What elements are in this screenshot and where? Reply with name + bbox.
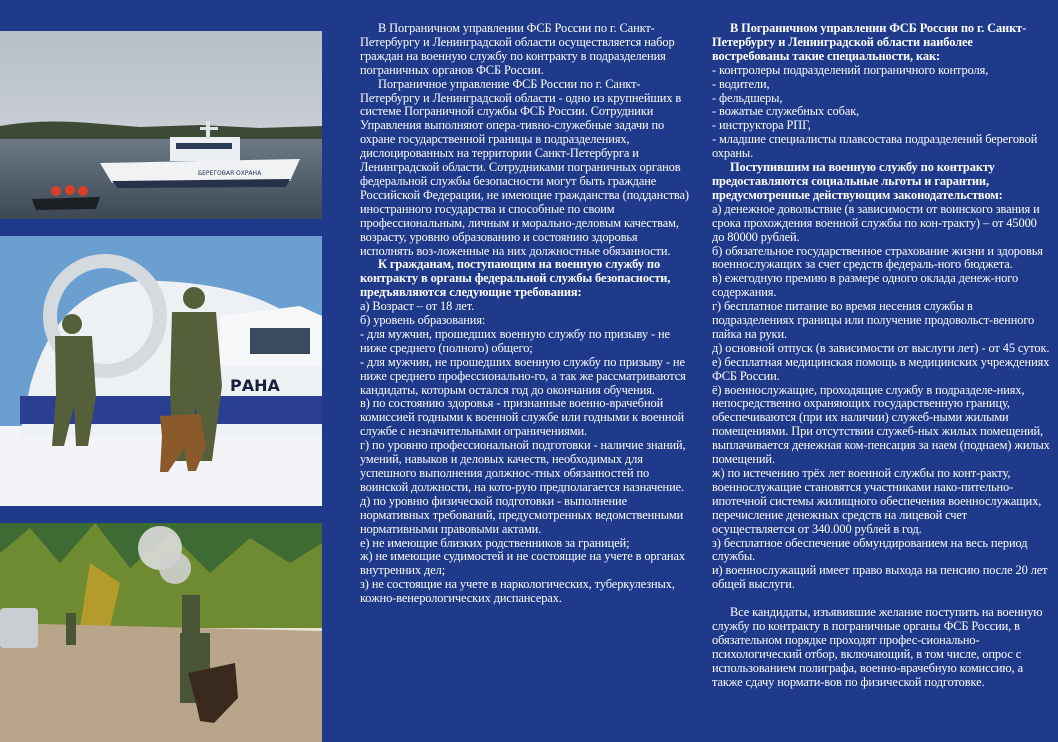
about-paragraph: Пограничное управление ФСБ России по г. Санкт-Петербургу и Ленинградской области - одно из крупнейших в системе Пограничной службы ФСБ России. Сотрудники Управления выполняют опера-тивно-служебные задачи по охране государственной границы в подразделениях, дислоцированных на территории Санкт-Петербурга и Ленинградской области. Сотрудниками пограничных органов федеральной службы безопасности могут быть граждане Российской Федерации, не имеющие гражданства (подданства) иностранного государства и способные по своим профессиональным, личным и морально-деловым качествам, возрасту, уровню образованию и состоянию здоровья исполнять воз-ложенные на них должностные обязанности. xyxy=(360,76,689,258)
benefits-heading: Поступившим на военную службу по контракту предоставляются социальные льготы и гарантии, предусмотренные действующим законодательством: xyxy=(712,160,1003,202)
benefit-item: б) обязательное государственное страхование жизни и здоровья военнослужащих за счет средств федераль-ного бюджета. xyxy=(712,243,1043,272)
benefit-item: ж) по истечению трёх лет военной службы по конт-ракту, военнослужащие становятся участниками нако-пительно-ипотечной системы жилищного обеспечения военнослужащих, перечисление денежных средств на лицевой счет осуществляется от 340.000 рублей в год. xyxy=(712,466,1042,536)
requirement-item: е) не имеющие близких родственников за границей; xyxy=(360,535,630,550)
benefit-item: д) основной отпуск (в зависимости от выслуги лет) - от 45 суток. xyxy=(712,340,1050,355)
benefit-item: г) бесплатное питание во время несения службы в подразделениях границы или получение продовольст-венного пайка на руки. xyxy=(712,299,1035,341)
boat-hull-lettering: БЕРЕГОВАЯ ОХРАНА xyxy=(198,170,262,177)
benefit-item: е) бесплатная медицинская помощь в медицинских учреждениях ФСБ России. xyxy=(712,354,1050,383)
benefit-item: в) ежегодную премию в размере одного оклада денеж-ного содержания. xyxy=(712,271,1019,300)
requirement-item: б) уровень образования: xyxy=(360,313,486,328)
requirement-item: ж) не имеющие судимостей и не состоящие на учете в органах внутренних дел; xyxy=(360,549,685,578)
requirement-item: - для мужчин, прошедших военную службу по призыву - не ниже среднего (полного) общего; xyxy=(360,326,670,355)
specialty-item: - контролеры подразделений пограничного контроля, xyxy=(712,62,989,77)
middle-text-column xyxy=(360,22,690,606)
coast-guard-boat-photo xyxy=(0,31,322,219)
specialty-item: - фельдшеры, xyxy=(712,90,783,105)
hovercraft-lettering: РАНА xyxy=(230,376,280,395)
requirement-item: г) по уровню профессиональной подготовки - наличие знаний, умений, навыков и деловых качеств, необходимых для успешного выполнения должнос-тных обязанностей по воинской должности, на кото-рую предполагается назначение. xyxy=(360,438,686,494)
forest-patrol-photo xyxy=(0,523,322,742)
benefit-item: а) денежное довольствие (в зависимости от воинского звания и срока прохождения военной службы по кон-тракту) – от 45000 до 80000 рублей. xyxy=(712,201,1040,244)
requirement-item: а) Возраст – от 18 лет. xyxy=(360,299,475,314)
selection-paragraph: Все кандидаты, изъявившие желание поступить на военную службу по контракту в пограничные органы ФСБ России, в обязательном порядке проходят профес-сионально-психологический отбор, включающий, в том числе, опрос с использованием полиграфа, военно-врачебную комиссию, а также сдачу нормати-вов по физической подготовке. xyxy=(712,605,1043,689)
requirements-heading: К гражданам, поступающим на военную службу по контракту в органы федеральной службы безопасности, предъявляются следующие требования: xyxy=(360,257,671,300)
specialty-item: - вожатые служебных собак, xyxy=(712,104,860,119)
benefit-item: ё) военнослужащие, проходящие службу в подразделе-ниях, непосредственно охраняющих государственную границу, обеспечиваются (при их наличии) служеб-ными жилыми помещениями. При отсутствии служеб-ных жилых помещений, выплачивается денежная ком-пенсация за наем (поднаем) жилых помещений. xyxy=(712,382,1050,467)
requirement-item: д) по уровню физической подготовки - выполнение нормативных требований, предусмотренных ведомственными нормативными правовыми актами. xyxy=(360,493,684,536)
requirement-item: з) не состоящие на учете в наркологических, туберкулезных, кожно-венерологических диспансерах. xyxy=(360,577,675,606)
requirement-item: - для мужчин, не прошедших военную службу по призыву - не ниже среднего профессионально-го, а так же рассматриваются кандидаты, которым остался год до окончания обучения. xyxy=(360,354,686,397)
border-guards-hovercraft-photo xyxy=(0,236,322,506)
spacer xyxy=(712,592,1052,606)
benefit-item: з) бесплатное обеспечение обмундированием на весь период службы. xyxy=(712,535,1028,564)
intro-paragraph: В Пограничном управлении ФСБ России по г. Санкт-Петербургу и Ленинградской области осуществляется набор граждан на военную службу по контракту в подразделения пограничных органов ФСБ России. xyxy=(360,21,675,77)
requirement-item: в) по состоянию здоровья - признанные военно-врачебной комиссией годными к военной службе или годными к военной службе с незначительными ограничениями. xyxy=(360,396,685,439)
right-text-column xyxy=(712,22,1052,690)
specialty-item: - младшие специалисты плавсостава подразделений береговой охраны. xyxy=(712,132,1038,161)
specialties-heading: В Пограничном управлении ФСБ России по г. Санкт-Петербургу и Ленинградской области наиболее востребованы такие специальности, как: xyxy=(712,21,1027,63)
specialty-item: - водители, xyxy=(712,76,770,91)
benefit-item: и) военнослужащий имеет право выхода на пенсию после 20 лет общей выслуги. xyxy=(712,563,1048,592)
specialty-item: - инструктора РПГ, xyxy=(712,118,811,133)
